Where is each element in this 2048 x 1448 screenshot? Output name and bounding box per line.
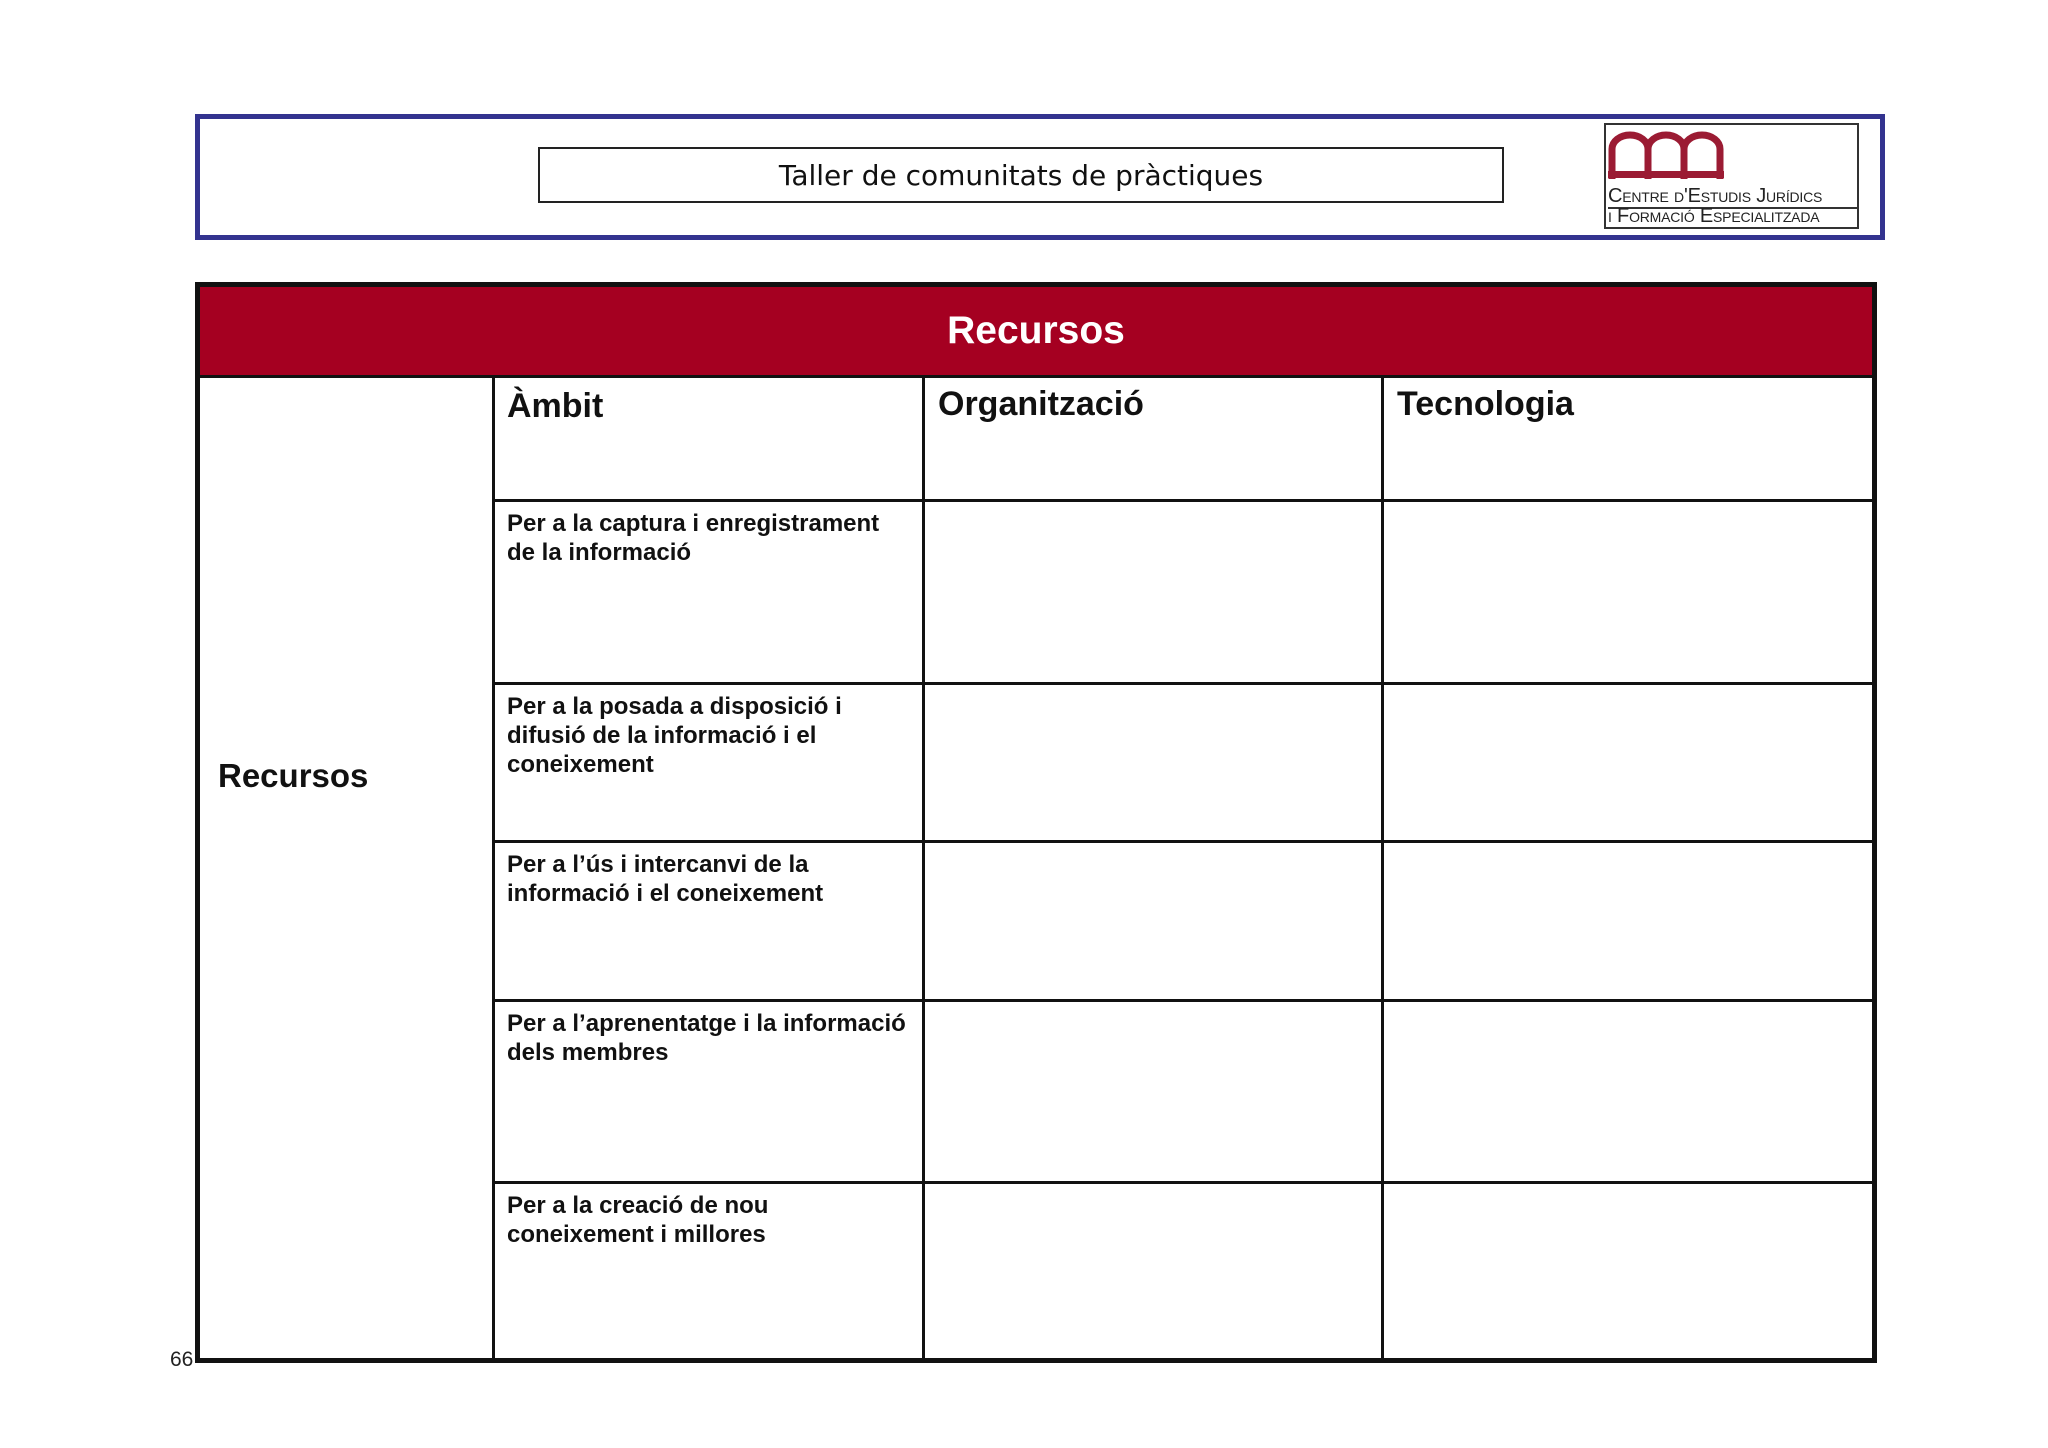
row-divider	[492, 682, 1872, 685]
row-label-intercanvi: Per a l’ús i intercanvi de la informació i el coneixement	[507, 851, 824, 907]
logo-text-line2: i Formació Especialitzada	[1608, 205, 1820, 227]
row-label-difusio: Per a la posada a disposició i difusió de la informació i el coneixement	[507, 693, 842, 778]
column-header-ambit: Àmbit	[507, 387, 604, 425]
column-header-organitzacio: Organització	[938, 385, 1144, 423]
side-label: Recursos	[218, 757, 369, 794]
institution-logo	[1604, 123, 1859, 229]
table-banner: Recursos	[200, 287, 1872, 378]
row-divider	[492, 999, 1872, 1002]
row-label-creacio: Per a la creació de nou coneixement i millores	[507, 1192, 769, 1248]
row-label-captura: Per a la captura i enregistrament de la informació	[507, 510, 880, 566]
divider-organitzacio	[1381, 375, 1384, 1358]
column-header-tecnologia: Tecnologia	[1397, 385, 1574, 423]
arches-logo-icon	[1608, 127, 1728, 185]
divider-ambit	[922, 375, 925, 1358]
logo-text-line1: Centre d'Estudis Jurídics	[1608, 185, 1823, 207]
row-label-aprenentatge: Per a l’aprenentatge i la informació dels membres	[507, 1010, 906, 1066]
row-divider	[492, 1181, 1872, 1184]
divider-side	[492, 375, 495, 1358]
resources-table	[195, 282, 1877, 1363]
page-title: Taller de comunitats de pràctiques	[538, 147, 1504, 203]
row-divider	[492, 499, 1872, 502]
page-number: 66	[170, 1348, 194, 1371]
row-divider	[492, 840, 1872, 843]
